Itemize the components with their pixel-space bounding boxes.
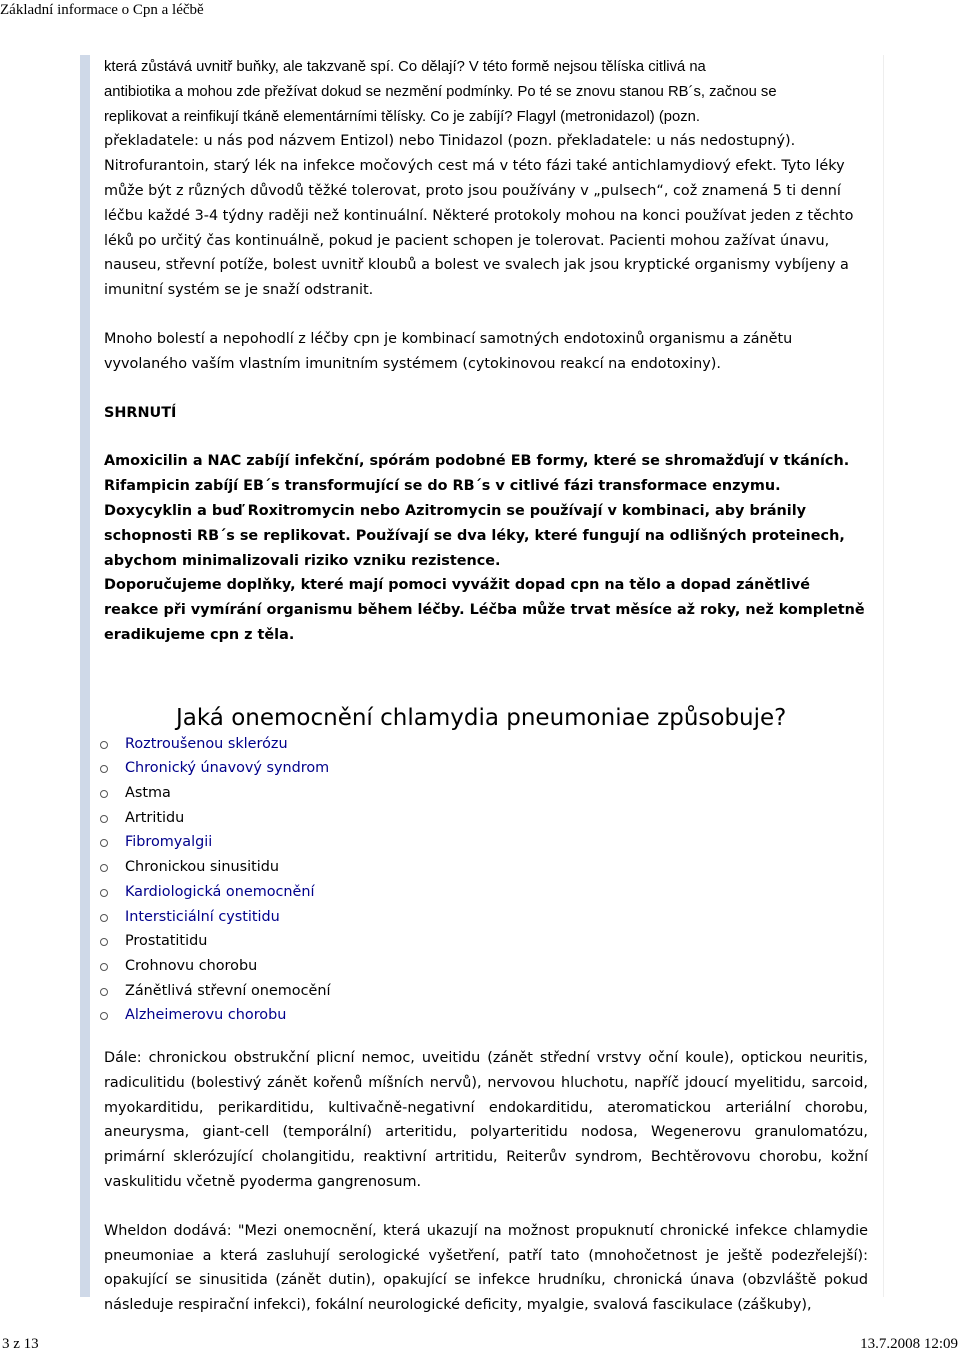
list-item[interactable]	[90, 830, 868, 855]
circle-bullet-icon	[100, 889, 108, 897]
paragraph-intro-serif	[104, 55, 868, 129]
summary-line-amoxicilin: Amoxicilin a NAC zabíjí infekční, spórám podobné EB formy, které se shromažďují v tkáních.	[104, 453, 850, 470]
disease-label: Zánětlivá střevní onemocění	[125, 982, 331, 999]
paragraph-other-diseases: Dále: chronickou obstrukční plicní nemoc, uveitidu (zánět střední vrstvy oční koule), optickou neuritis, radiculitidu (bolestivý zánět kořenů míšních nervů), nervovou hluchotu, napříč jdoucí myelitidu, sarcoid, myokarditidu, perikarditidu, kultivačně-negativní endokarditidu, ateromatickou arteriální chorobu, aneurysma, giant-cell (temporální) arteritidu, polyarteritidu nodosa, Wegenerovu granulomatózu, primární sklerózující cholangitidu, reaktivní artritidu, Reiterův syndrom, Bechtěrovovu chorobu, kožní vaskulitidu včetně pyoderma gangrenosum.	[104, 1049, 868, 1190]
circle-bullet-icon	[100, 839, 108, 847]
summary-line-rifampicin: Rifampicin zabíjí EB´s transformující se do RB´s v citlivé fázi transformace enzymu.	[104, 478, 781, 495]
disease-link[interactable]: Fibromyalgii	[125, 834, 213, 851]
circle-bullet-icon	[100, 1012, 108, 1020]
page-header-title: Základní informace o Cpn a léčbě	[0, 2, 204, 18]
list-item[interactable]	[90, 905, 868, 930]
list-item	[90, 806, 868, 831]
list-item[interactable]	[90, 1003, 868, 1028]
disease-link[interactable]: Intersticiální cystitidu	[125, 908, 280, 925]
summary-line-supplements: Doporučujeme doplňky, které mají pomoci vyvážit dopad cpn na tělo a dopad zánětlivé reakce při vymírání organismu během léčby. Léčba může trvat měsíce až roky, než kompletně eradikujeme cpn z těla.	[104, 577, 865, 643]
print-timestamp: 13.7.2008 12:09	[860, 1336, 958, 1352]
list-item	[90, 855, 868, 880]
summary-line-doxycyklin: Doxycyklin a buď Roxitromycin nebo Azitromycin se používají v kombinaci, aby bránily schopnosti RB´s se replikovat. Používají se dva léky, které fungují na odlišných proteinech, abychom minimalizovali riziko vzniku rezistence.	[104, 502, 845, 569]
article-content	[104, 55, 868, 1318]
circle-bullet-icon	[100, 790, 108, 798]
circle-bullet-icon	[100, 938, 108, 946]
circle-bullet-icon	[100, 963, 108, 971]
circle-bullet-icon	[100, 741, 108, 749]
list-item[interactable]	[90, 880, 868, 905]
summary-heading: SHRNUTÍ	[104, 404, 177, 421]
list-item	[90, 954, 868, 979]
circle-bullet-icon	[100, 988, 108, 996]
diseases-title: Jaká onemocnění chlamydia pneumoniae způsobuje?	[176, 704, 787, 731]
disease-link[interactable]: Kardiologická onemocnění	[125, 883, 315, 900]
paragraph-wheldon: Wheldon dodává: "Mezi onemocnění, která ukazují na možnost propuknutí chronické infekce chlamydie pneumoniae a která zasluhují serologické vyšetření, patří tato (mnohočetnost je ještě podezřelejší): opakující se sinusitida (zánět dutin), opakující se infekce hrudníku, chronická únava (obzvláště pokud následuje respirační infekci), fokální neurologické deficity, myalgie, svalová fascikulace (záškuby),	[104, 1222, 868, 1314]
list-item[interactable]	[90, 732, 868, 757]
disease-label: Crohnovu chorobu	[125, 957, 258, 974]
disease-link[interactable]: Alzheimerovu chorobu	[125, 1007, 287, 1024]
page-counter: 3 z 13	[2, 1336, 39, 1352]
right-margin-rule	[883, 55, 884, 1297]
paragraph-line: antibiotika a mohou zde přežívat dokud se nezmění podmínky. Po té se znovu stanou RB´s, začnou se	[104, 83, 777, 100]
list-item	[90, 929, 868, 954]
left-margin-bar	[80, 55, 90, 1297]
circle-bullet-icon	[100, 815, 108, 823]
circle-bullet-icon	[100, 864, 108, 872]
disease-label: Artritidu	[125, 809, 185, 826]
disease-label: Astma	[125, 785, 171, 802]
disease-label: Chronickou sinusitidu	[125, 859, 280, 876]
disease-link[interactable]: Chronický únavový syndrom	[125, 760, 330, 777]
paragraph-treatment: překladatele: u nás pod názvem Entizol) nebo Tinidazol (pozn. překladatele: u nás nedostupný). Nitrofurantoin, starý lék na infekce močových cest má v této fázi také antichlamydiový efekt. Tyto léky může být z různých důvodů těžké tolerovat, proto jsou používány v „pulsech“, což znamená 5 ti denní léčbu každé 3-4 týdny raději než kontinuální. Některé protokoly mohou na konci používat jeden z těchto léků po určitý čas kontinuálně, pokud je pacient schopen je tolerovat. Pacienti mohou zažívat únavu, nauseu, střevní potíže, bolest uvnitř kloubů a bolest ve svalech jak jsou kryptické organismy vybíjeny a imunitní systém se je snaží odstranit.	[104, 133, 854, 299]
circle-bullet-icon	[100, 914, 108, 922]
list-item	[90, 979, 868, 1004]
diseases-list	[90, 732, 868, 1028]
paragraph-line: replikovat a reinfikují tkáně elementárními tělísky. Co je zabíjí? Flagyl (metronidazol) (pozn.	[104, 108, 700, 125]
paragraph-line: která zůstává uvnitř buňky, ale takzvaně spí. Co dělají? V této formě nejsou tělíska citlivá na	[104, 59, 706, 75]
list-item[interactable]	[90, 756, 868, 781]
disease-label: Prostatitidu	[125, 933, 208, 950]
paragraph-endotoxins: Mnoho bolestí a nepohodlí z léčby cpn je kombinací samotných endotoxinů organismu a zánětu vyvolaného vaším vlastním imunitním systémem (cytokinovou reakcí na endotoxiny).	[104, 330, 793, 372]
disease-link[interactable]: Roztroušenou sklerózu	[125, 735, 288, 752]
circle-bullet-icon	[100, 765, 108, 773]
list-item	[90, 781, 868, 806]
